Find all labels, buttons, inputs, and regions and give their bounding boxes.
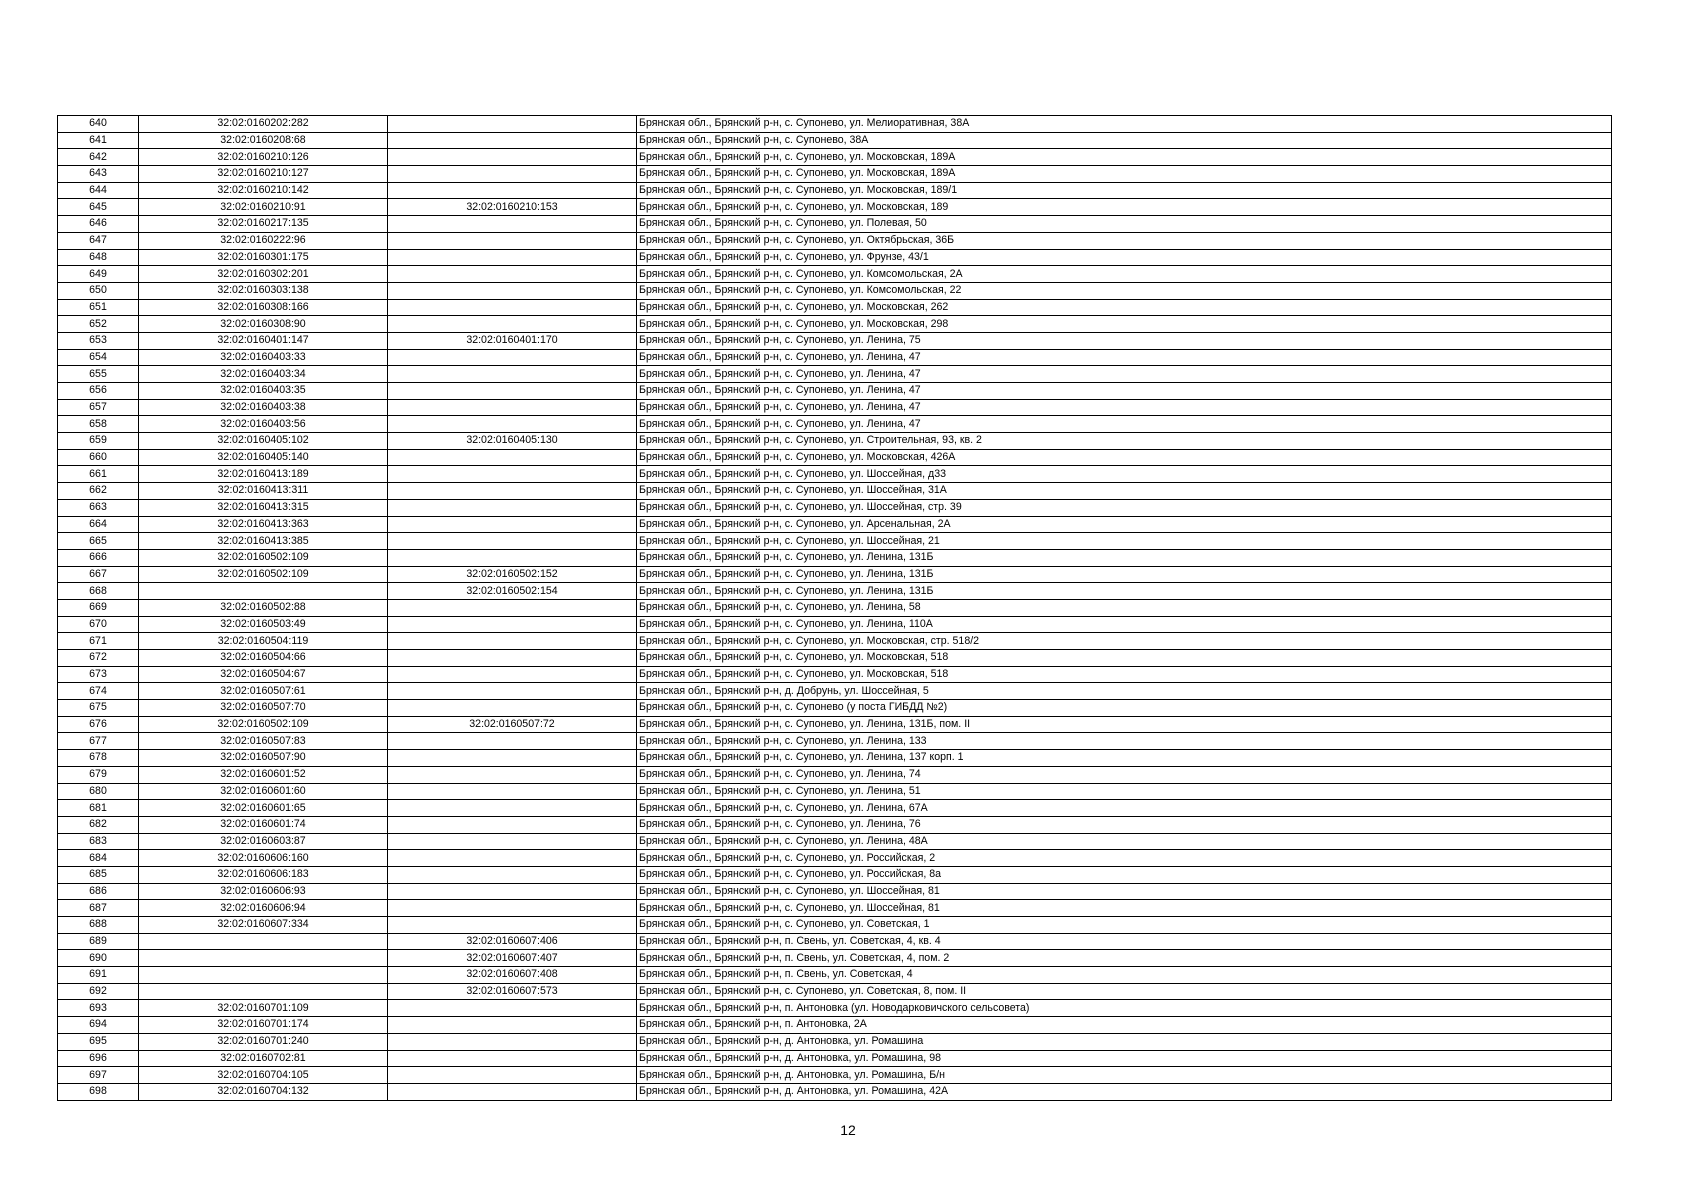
row-number-cell: 640 xyxy=(58,116,139,133)
cadastral-number-cell: 32:02:0160413:311 xyxy=(139,483,388,500)
table-row xyxy=(58,850,1612,867)
table-row xyxy=(58,917,1612,934)
table-row xyxy=(58,733,1612,750)
row-number-cell: 657 xyxy=(58,399,139,416)
address-cell: Брянская обл., Брянский р-н, п. Свень, ул. Советская, 4, пом. 2 xyxy=(637,950,1612,967)
table-row xyxy=(58,266,1612,283)
linked-cadastral-number-cell xyxy=(388,800,637,817)
table-row xyxy=(58,216,1612,233)
table-row xyxy=(58,1033,1612,1050)
table-row xyxy=(58,332,1612,349)
row-number-cell: 666 xyxy=(58,549,139,566)
cadastral-number-cell: 32:02:0160601:74 xyxy=(139,816,388,833)
row-number-cell: 675 xyxy=(58,700,139,717)
cadastral-number-cell: 32:02:0160606:160 xyxy=(139,850,388,867)
row-number-cell: 697 xyxy=(58,1067,139,1084)
address-cell: Брянская обл., Брянский р-н, с. Супонево, ул. Ленина, 58 xyxy=(637,599,1612,616)
row-number-cell: 658 xyxy=(58,416,139,433)
row-number-cell: 688 xyxy=(58,917,139,934)
address-cell: Брянская обл., Брянский р-н, с. Супонево, ул. Советская, 8, пом. II xyxy=(637,983,1612,1000)
row-number-cell: 682 xyxy=(58,816,139,833)
address-cell: Брянская обл., Брянский р-н, с. Супонево, ул. Российская, 8а xyxy=(637,866,1612,883)
address-cell: Брянская обл., Брянский р-н, с. Супонево, ул. Московская, 262 xyxy=(637,299,1612,316)
table-row xyxy=(58,883,1612,900)
cadastral-number-cell: 32:02:0160507:83 xyxy=(139,733,388,750)
row-number-cell: 690 xyxy=(58,950,139,967)
address-cell: Брянская обл., Брянский р-н, с. Супонево, ул. Мелиоративная, 38А xyxy=(637,116,1612,133)
row-number-cell: 679 xyxy=(58,766,139,783)
table-row xyxy=(58,599,1612,616)
linked-cadastral-number-cell xyxy=(388,533,637,550)
row-number-cell: 678 xyxy=(58,750,139,767)
linked-cadastral-number-cell xyxy=(388,249,637,266)
row-number-cell: 642 xyxy=(58,149,139,166)
cadastral-number-cell: 32:02:0160413:189 xyxy=(139,466,388,483)
table-row xyxy=(58,1083,1612,1100)
cadastral-number-cell: 32:02:0160601:65 xyxy=(139,800,388,817)
linked-cadastral-number-cell: 32:02:0160607:406 xyxy=(388,933,637,950)
linked-cadastral-number-cell: 32:02:0160607:407 xyxy=(388,950,637,967)
linked-cadastral-number-cell xyxy=(388,683,637,700)
cadastral-number-cell: 32:02:0160403:34 xyxy=(139,366,388,383)
address-cell: Брянская обл., Брянский р-н, д. Антоновка, ул. Ромашина xyxy=(637,1033,1612,1050)
property-table xyxy=(57,115,1612,1101)
cadastral-number-cell: 32:02:0160702:81 xyxy=(139,1050,388,1067)
cadastral-number-cell xyxy=(139,983,388,1000)
row-number-cell: 654 xyxy=(58,349,139,366)
row-number-cell: 667 xyxy=(58,566,139,583)
address-cell: Брянская обл., Брянский р-н, с. Супонево, ул. Московская, 298 xyxy=(637,316,1612,333)
linked-cadastral-number-cell xyxy=(388,750,637,767)
address-cell: Брянская обл., Брянский р-н, с. Супонево, ул. Московская, 189 xyxy=(637,199,1612,216)
row-number-cell: 696 xyxy=(58,1050,139,1067)
cadastral-number-cell: 32:02:0160704:132 xyxy=(139,1083,388,1100)
linked-cadastral-number-cell xyxy=(388,399,637,416)
cadastral-number-cell: 32:02:0160502:109 xyxy=(139,566,388,583)
table-row xyxy=(58,1067,1612,1084)
address-cell: Брянская обл., Брянский р-н, с. Супонево, ул. Ленина, 47 xyxy=(637,383,1612,400)
linked-cadastral-number-cell xyxy=(388,366,637,383)
cadastral-number-cell: 32:02:0160401:147 xyxy=(139,332,388,349)
address-cell: Брянская обл., Брянский р-н, с. Супонево, ул. Шоссейная, 81 xyxy=(637,900,1612,917)
linked-cadastral-number-cell xyxy=(388,700,637,717)
linked-cadastral-number-cell xyxy=(388,917,637,934)
row-number-cell: 694 xyxy=(58,1017,139,1034)
address-cell: Брянская обл., Брянский р-н, с. Супонево, ул. Октябрьская, 36Б xyxy=(637,232,1612,249)
cadastral-number-cell: 32:02:0160210:127 xyxy=(139,166,388,183)
address-cell: Брянская обл., Брянский р-н, с. Супонево, ул. Ленина, 131Б xyxy=(637,566,1612,583)
table-row xyxy=(58,967,1612,984)
cadastral-number-cell: 32:02:0160704:105 xyxy=(139,1067,388,1084)
address-cell: Брянская обл., Брянский р-н, с. Супонево, ул. Ленина, 131Б xyxy=(637,583,1612,600)
address-cell: Брянская обл., Брянский р-н, с. Супонево, ул. Ленина, 137 корп. 1 xyxy=(637,750,1612,767)
table-row xyxy=(58,933,1612,950)
linked-cadastral-number-cell xyxy=(388,1067,637,1084)
row-number-cell: 683 xyxy=(58,833,139,850)
linked-cadastral-number-cell xyxy=(388,1050,637,1067)
row-number-cell: 663 xyxy=(58,499,139,516)
linked-cadastral-number-cell xyxy=(388,850,637,867)
linked-cadastral-number-cell xyxy=(388,516,637,533)
linked-cadastral-number-cell xyxy=(388,299,637,316)
address-cell: Брянская обл., Брянский р-н, с. Супонево, ул. Ленина, 76 xyxy=(637,816,1612,833)
cadastral-number-cell: 32:02:0160601:52 xyxy=(139,766,388,783)
table-row xyxy=(58,299,1612,316)
cadastral-number-cell: 32:02:0160502:109 xyxy=(139,716,388,733)
row-number-cell: 669 xyxy=(58,599,139,616)
linked-cadastral-number-cell xyxy=(388,833,637,850)
linked-cadastral-number-cell xyxy=(388,616,637,633)
table-row xyxy=(58,616,1612,633)
row-number-cell: 689 xyxy=(58,933,139,950)
cadastral-number-cell: 32:02:0160507:70 xyxy=(139,700,388,717)
cadastral-number-cell: 32:02:0160701:109 xyxy=(139,1000,388,1017)
linked-cadastral-number-cell xyxy=(388,650,637,667)
linked-cadastral-number-cell xyxy=(388,216,637,233)
address-cell: Брянская обл., Брянский р-н, с. Супонево, ул. Московская, стр. 518/2 xyxy=(637,633,1612,650)
linked-cadastral-number-cell xyxy=(388,266,637,283)
address-cell: Брянская обл., Брянский р-н, с. Супонево, ул. Ленина, 47 xyxy=(637,366,1612,383)
row-number-cell: 685 xyxy=(58,866,139,883)
linked-cadastral-number-cell: 32:02:0160607:408 xyxy=(388,967,637,984)
cadastral-number-cell: 32:02:0160202:282 xyxy=(139,116,388,133)
cadastral-number-cell: 32:02:0160222:96 xyxy=(139,232,388,249)
table-row xyxy=(58,149,1612,166)
row-number-cell: 677 xyxy=(58,733,139,750)
address-cell: Брянская обл., Брянский р-н, с. Супонево, ул. Комсомольская, 2А xyxy=(637,266,1612,283)
row-number-cell: 660 xyxy=(58,449,139,466)
address-cell: Брянская обл., Брянский р-н, с. Супонево, ул. Московская, 189А xyxy=(637,149,1612,166)
table-row xyxy=(58,483,1612,500)
cadastral-number-cell: 32:02:0160601:60 xyxy=(139,783,388,800)
table-row xyxy=(58,583,1612,600)
table-row xyxy=(58,866,1612,883)
linked-cadastral-number-cell xyxy=(388,232,637,249)
linked-cadastral-number-cell xyxy=(388,499,637,516)
cadastral-number-cell: 32:02:0160606:93 xyxy=(139,883,388,900)
address-cell: Брянская обл., Брянский р-н, с. Супонево (у поста ГИБДД №2) xyxy=(637,700,1612,717)
linked-cadastral-number-cell xyxy=(388,466,637,483)
cadastral-number-cell: 32:02:0160403:38 xyxy=(139,399,388,416)
cadastral-number-cell: 32:02:0160503:49 xyxy=(139,616,388,633)
table-row xyxy=(58,566,1612,583)
table-row xyxy=(58,683,1612,700)
row-number-cell: 664 xyxy=(58,516,139,533)
address-cell: Брянская обл., Брянский р-н, с. Супонево, ул. Ленина, 47 xyxy=(637,349,1612,366)
row-number-cell: 641 xyxy=(58,132,139,149)
row-number-cell: 687 xyxy=(58,900,139,917)
address-cell: Брянская обл., Брянский р-н, с. Супонево, ул. Шоссейная, 21 xyxy=(637,533,1612,550)
cadastral-number-cell xyxy=(139,933,388,950)
table-row xyxy=(58,349,1612,366)
row-number-cell: 648 xyxy=(58,249,139,266)
row-number-cell: 651 xyxy=(58,299,139,316)
page-number: 12 xyxy=(840,1122,856,1138)
cadastral-number-cell: 32:02:0160413:315 xyxy=(139,499,388,516)
address-cell: Брянская обл., Брянский р-н, с. Супонево, ул. Ленина, 74 xyxy=(637,766,1612,783)
linked-cadastral-number-cell: 32:02:0160405:130 xyxy=(388,433,637,450)
table-row xyxy=(58,249,1612,266)
linked-cadastral-number-cell: 32:02:0160502:154 xyxy=(388,583,637,600)
cadastral-number-cell: 32:02:0160507:90 xyxy=(139,750,388,767)
table-row xyxy=(58,399,1612,416)
linked-cadastral-number-cell xyxy=(388,883,637,900)
table-row xyxy=(58,416,1612,433)
address-cell: Брянская обл., Брянский р-н, п. Антоновка, 2А xyxy=(637,1017,1612,1034)
address-cell: Брянская обл., Брянский р-н, с. Супонево, ул. Арсенальная, 2А xyxy=(637,516,1612,533)
cadastral-number-cell: 32:02:0160405:102 xyxy=(139,433,388,450)
address-cell: Брянская обл., Брянский р-н, п. Антоновка (ул. Новодарковичского сельсовета) xyxy=(637,1000,1612,1017)
table-row xyxy=(58,383,1612,400)
table-row xyxy=(58,132,1612,149)
table-row xyxy=(58,700,1612,717)
linked-cadastral-number-cell xyxy=(388,282,637,299)
table-row xyxy=(58,833,1612,850)
linked-cadastral-number-cell xyxy=(388,733,637,750)
cadastral-number-cell xyxy=(139,950,388,967)
address-cell: Брянская обл., Брянский р-н, с. Супонево, ул. Советская, 1 xyxy=(637,917,1612,934)
cadastral-number-cell: 32:02:0160607:334 xyxy=(139,917,388,934)
row-number-cell: 661 xyxy=(58,466,139,483)
table-row xyxy=(58,182,1612,199)
row-number-cell: 691 xyxy=(58,967,139,984)
cadastral-number-cell: 32:02:0160413:385 xyxy=(139,533,388,550)
table-body xyxy=(58,116,1612,1101)
address-cell: Брянская обл., Брянский р-н, с. Супонево, ул. Строительная, 93, кв. 2 xyxy=(637,433,1612,450)
row-number-cell: 686 xyxy=(58,883,139,900)
cadastral-number-cell: 32:02:0160701:240 xyxy=(139,1033,388,1050)
table-row xyxy=(58,449,1612,466)
address-cell: Брянская обл., Брянский р-н, с. Супонево, ул. Ленина, 110А xyxy=(637,616,1612,633)
cadastral-number-cell: 32:02:0160210:142 xyxy=(139,182,388,199)
table-row xyxy=(58,282,1612,299)
address-cell: Брянская обл., Брянский р-н, п. Свень, ул. Советская, 4, кв. 4 xyxy=(637,933,1612,950)
address-cell: Брянская обл., Брянский р-н, с. Супонево, ул. Московская, 518 xyxy=(637,650,1612,667)
linked-cadastral-number-cell xyxy=(388,666,637,683)
address-cell: Брянская обл., Брянский р-н, с. Супонево, ул. Шоссейная, 31А xyxy=(637,483,1612,500)
table-row xyxy=(58,516,1612,533)
address-cell: Брянская обл., Брянский р-н, п. Свень, ул. Советская, 4 xyxy=(637,967,1612,984)
cadastral-number-cell: 32:02:0160603:87 xyxy=(139,833,388,850)
row-number-cell: 656 xyxy=(58,383,139,400)
cadastral-number-cell: 32:02:0160413:363 xyxy=(139,516,388,533)
linked-cadastral-number-cell xyxy=(388,316,637,333)
cadastral-number-cell: 32:02:0160606:183 xyxy=(139,866,388,883)
cadastral-number-cell xyxy=(139,967,388,984)
linked-cadastral-number-cell xyxy=(388,599,637,616)
table-row xyxy=(58,433,1612,450)
table-row xyxy=(58,1050,1612,1067)
address-cell: Брянская обл., Брянский р-н, с. Супонево, ул. Ленина, 47 xyxy=(637,416,1612,433)
cadastral-number-cell: 32:02:0160507:61 xyxy=(139,683,388,700)
linked-cadastral-number-cell xyxy=(388,449,637,466)
row-number-cell: 674 xyxy=(58,683,139,700)
cadastral-number-cell: 32:02:0160504:67 xyxy=(139,666,388,683)
row-number-cell: 673 xyxy=(58,666,139,683)
linked-cadastral-number-cell: 32:02:0160210:153 xyxy=(388,199,637,216)
row-number-cell: 668 xyxy=(58,583,139,600)
row-number-cell: 650 xyxy=(58,282,139,299)
row-number-cell: 643 xyxy=(58,166,139,183)
cadastral-number-cell: 32:02:0160302:201 xyxy=(139,266,388,283)
cadastral-number-cell: 32:02:0160403:56 xyxy=(139,416,388,433)
linked-cadastral-number-cell xyxy=(388,349,637,366)
linked-cadastral-number-cell xyxy=(388,132,637,149)
cadastral-number-cell xyxy=(139,583,388,600)
table-row xyxy=(58,1000,1612,1017)
address-cell: Брянская обл., Брянский р-н, д. Антоновка, ул. Ромашина, Б/н xyxy=(637,1067,1612,1084)
address-cell: Брянская обл., Брянский р-н, с. Супонево, ул. Московская, 426А xyxy=(637,449,1612,466)
row-number-cell: 692 xyxy=(58,983,139,1000)
address-cell: Брянская обл., Брянский р-н, с. Супонево, ул. Фрунзе, 43/1 xyxy=(637,249,1612,266)
linked-cadastral-number-cell xyxy=(388,1000,637,1017)
row-number-cell: 647 xyxy=(58,232,139,249)
table-row xyxy=(58,950,1612,967)
row-number-cell: 646 xyxy=(58,216,139,233)
cadastral-number-cell: 32:02:0160405:140 xyxy=(139,449,388,466)
linked-cadastral-number-cell xyxy=(388,1033,637,1050)
table-row xyxy=(58,650,1612,667)
cadastral-number-cell: 32:02:0160210:126 xyxy=(139,149,388,166)
address-cell: Брянская обл., Брянский р-н, с. Супонево, ул. Ленина, 67А xyxy=(637,800,1612,817)
linked-cadastral-number-cell xyxy=(388,816,637,833)
row-number-cell: 665 xyxy=(58,533,139,550)
address-cell: Брянская обл., Брянский р-н, с. Супонево, ул. Ленина, 131Б, пом. II xyxy=(637,716,1612,733)
table-row xyxy=(58,783,1612,800)
linked-cadastral-number-cell: 32:02:0160507:72 xyxy=(388,716,637,733)
linked-cadastral-number-cell xyxy=(388,549,637,566)
address-cell: Брянская обл., Брянский р-н, с. Супонево, ул. Комсомольская, 22 xyxy=(637,282,1612,299)
cadastral-number-cell: 32:02:0160504:66 xyxy=(139,650,388,667)
table-row xyxy=(58,750,1612,767)
row-number-cell: 695 xyxy=(58,1033,139,1050)
cadastral-number-cell: 32:02:0160208:68 xyxy=(139,132,388,149)
linked-cadastral-number-cell xyxy=(388,383,637,400)
table-row xyxy=(58,499,1612,516)
linked-cadastral-number-cell xyxy=(388,783,637,800)
address-cell: Брянская обл., Брянский р-н, с. Супонево, ул. Ленина, 131Б xyxy=(637,549,1612,566)
linked-cadastral-number-cell xyxy=(388,766,637,783)
linked-cadastral-number-cell xyxy=(388,1083,637,1100)
cadastral-number-cell: 32:02:0160606:94 xyxy=(139,900,388,917)
table-row xyxy=(58,716,1612,733)
row-number-cell: 680 xyxy=(58,783,139,800)
cadastral-number-cell: 32:02:0160308:166 xyxy=(139,299,388,316)
address-cell: Брянская обл., Брянский р-н, с. Супонево, ул. Ленина, 47 xyxy=(637,399,1612,416)
linked-cadastral-number-cell xyxy=(388,149,637,166)
address-cell: Брянская обл., Брянский р-н, с. Супонево, ул. Московская, 189А xyxy=(637,166,1612,183)
address-cell: Брянская обл., Брянский р-н, с. Супонево, ул. Российская, 2 xyxy=(637,850,1612,867)
table-row xyxy=(58,549,1612,566)
linked-cadastral-number-cell: 32:02:0160502:152 xyxy=(388,566,637,583)
row-number-cell: 659 xyxy=(58,433,139,450)
linked-cadastral-number-cell xyxy=(388,166,637,183)
table-row xyxy=(58,166,1612,183)
address-cell: Брянская обл., Брянский р-н, с. Супонево, ул. Шоссейная, д33 xyxy=(637,466,1612,483)
linked-cadastral-number-cell xyxy=(388,1017,637,1034)
address-cell: Брянская обл., Брянский р-н, д. Антоновка, ул. Ромашина, 42А xyxy=(637,1083,1612,1100)
row-number-cell: 655 xyxy=(58,366,139,383)
row-number-cell: 672 xyxy=(58,650,139,667)
table-row xyxy=(58,366,1612,383)
address-cell: Брянская обл., Брянский р-н, д. Антоновка, ул. Ромашина, 98 xyxy=(637,1050,1612,1067)
table-row xyxy=(58,633,1612,650)
address-cell: Брянская обл., Брянский р-н, с. Супонево, ул. Московская, 189/1 xyxy=(637,182,1612,199)
linked-cadastral-number-cell xyxy=(388,633,637,650)
table-row xyxy=(58,466,1612,483)
row-number-cell: 698 xyxy=(58,1083,139,1100)
cadastral-number-cell: 32:02:0160403:35 xyxy=(139,383,388,400)
address-cell: Брянская обл., Брянский р-н, с. Супонево, ул. Ленина, 48А xyxy=(637,833,1612,850)
linked-cadastral-number-cell xyxy=(388,866,637,883)
address-cell: Брянская обл., Брянский р-н, с. Супонево, ул. Полевая, 50 xyxy=(637,216,1612,233)
address-cell: Брянская обл., Брянский р-н, с. Супонево, 38А xyxy=(637,132,1612,149)
cadastral-number-cell: 32:02:0160301:175 xyxy=(139,249,388,266)
cadastral-number-cell: 32:02:0160303:138 xyxy=(139,282,388,299)
row-number-cell: 652 xyxy=(58,316,139,333)
cadastral-number-cell: 32:02:0160308:90 xyxy=(139,316,388,333)
row-number-cell: 670 xyxy=(58,616,139,633)
row-number-cell: 676 xyxy=(58,716,139,733)
cadastral-number-cell: 32:02:0160701:174 xyxy=(139,1017,388,1034)
table-row xyxy=(58,983,1612,1000)
linked-cadastral-number-cell xyxy=(388,116,637,133)
table-row xyxy=(58,316,1612,333)
linked-cadastral-number-cell: 32:02:0160401:170 xyxy=(388,332,637,349)
row-number-cell: 671 xyxy=(58,633,139,650)
table-row xyxy=(58,900,1612,917)
cadastral-number-cell: 32:02:0160403:33 xyxy=(139,349,388,366)
table-row xyxy=(58,816,1612,833)
row-number-cell: 645 xyxy=(58,199,139,216)
cadastral-number-cell: 32:02:0160502:109 xyxy=(139,549,388,566)
row-number-cell: 693 xyxy=(58,1000,139,1017)
row-number-cell: 653 xyxy=(58,332,139,349)
row-number-cell: 684 xyxy=(58,850,139,867)
cadastral-number-cell: 32:02:0160210:91 xyxy=(139,199,388,216)
row-number-cell: 649 xyxy=(58,266,139,283)
linked-cadastral-number-cell xyxy=(388,416,637,433)
address-cell: Брянская обл., Брянский р-н, с. Супонево, ул. Ленина, 75 xyxy=(637,332,1612,349)
address-cell: Брянская обл., Брянский р-н, с. Супонево, ул. Шоссейная, стр. 39 xyxy=(637,499,1612,516)
linked-cadastral-number-cell: 32:02:0160607:573 xyxy=(388,983,637,1000)
cadastral-number-cell: 32:02:0160504:119 xyxy=(139,633,388,650)
table-row xyxy=(58,533,1612,550)
address-cell: Брянская обл., Брянский р-н, с. Супонево, ул. Ленина, 51 xyxy=(637,783,1612,800)
table-row xyxy=(58,1017,1612,1034)
linked-cadastral-number-cell xyxy=(388,900,637,917)
cadastral-number-cell: 32:02:0160217:135 xyxy=(139,216,388,233)
cadastral-number-cell: 32:02:0160502:88 xyxy=(139,599,388,616)
address-cell: Брянская обл., Брянский р-н, с. Супонево, ул. Московская, 518 xyxy=(637,666,1612,683)
row-number-cell: 681 xyxy=(58,800,139,817)
table-row xyxy=(58,232,1612,249)
row-number-cell: 662 xyxy=(58,483,139,500)
table-row xyxy=(58,766,1612,783)
linked-cadastral-number-cell xyxy=(388,483,637,500)
table-row xyxy=(58,800,1612,817)
linked-cadastral-number-cell xyxy=(388,182,637,199)
address-cell: Брянская обл., Брянский р-н, с. Супонево, ул. Ленина, 133 xyxy=(637,733,1612,750)
row-number-cell: 644 xyxy=(58,182,139,199)
table-row xyxy=(58,666,1612,683)
table-row xyxy=(58,199,1612,216)
address-cell: Брянская обл., Брянский р-н, д. Добрунь, ул. Шоссейная, 5 xyxy=(637,683,1612,700)
address-cell: Брянская обл., Брянский р-н, с. Супонево, ул. Шоссейная, 81 xyxy=(637,883,1612,900)
table-row xyxy=(58,116,1612,133)
